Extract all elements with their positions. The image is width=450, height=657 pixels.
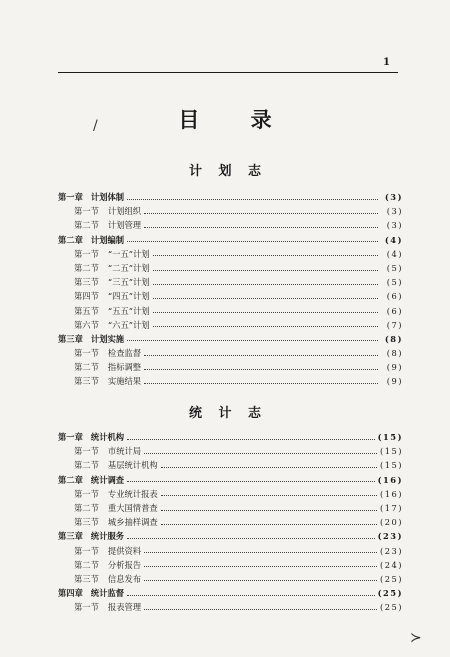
toc-section-entry xyxy=(58,318,403,332)
toc-entry-number: 第二章 xyxy=(58,234,83,245)
toc-entry-number: 第一章 xyxy=(58,432,83,442)
toc-section-entry xyxy=(58,487,403,501)
dot-leader xyxy=(144,580,377,581)
toc-entry-number: 第一章 xyxy=(58,192,83,202)
toc-entry-page: (15) xyxy=(377,432,403,442)
toc-entry-title: 报表管理 xyxy=(107,602,142,613)
toc-section-entry xyxy=(58,501,403,515)
toc-section-entry xyxy=(58,275,403,289)
toc-section-entry xyxy=(58,261,403,275)
toc-section-entry xyxy=(58,346,403,360)
toc-entry-number: 第二节 xyxy=(74,220,99,231)
dot-leader xyxy=(153,284,378,285)
toc-entry-title: 计划组织 xyxy=(107,206,142,217)
toc-entry-page: (9) xyxy=(386,376,403,387)
toc-list-plan xyxy=(58,190,403,389)
dot-leader xyxy=(144,227,378,228)
toc-entry-title: 信息发布 xyxy=(107,573,142,584)
toc-entry-title: 专业统计报表 xyxy=(107,488,158,499)
toc-entry-page: (3) xyxy=(386,206,403,217)
header-rule xyxy=(58,72,398,73)
toc-section-entry xyxy=(58,204,403,218)
toc-entry-page: (20) xyxy=(379,517,403,528)
toc-section-entry xyxy=(58,572,403,586)
toc-chapter-entry xyxy=(58,430,403,444)
toc-entry-page: (15) xyxy=(379,446,403,457)
dot-leader xyxy=(161,524,377,525)
toc-section-entry xyxy=(58,458,403,472)
toc-entry-number: 第一节 xyxy=(74,602,99,613)
toc-section-entry xyxy=(58,374,403,388)
toc-entry-page: (25) xyxy=(379,602,403,613)
dot-leader xyxy=(127,340,378,341)
toc-entry-page: (25) xyxy=(379,573,403,584)
toc-entry-number: 第三节 xyxy=(74,376,99,387)
toc-entry-page: (8) xyxy=(384,333,403,344)
toc-chapter-entry xyxy=(58,233,403,247)
toc-entry-number: 第一节 xyxy=(74,206,99,217)
page-number: 1 xyxy=(383,57,390,68)
toc-entry-page: (16) xyxy=(377,474,403,485)
section-title-statistics: 统 计 志 xyxy=(188,406,268,421)
toc-entry-title: 统计调查 xyxy=(90,474,125,485)
dot-leader xyxy=(127,595,374,596)
toc-entry-title: 计划编制 xyxy=(90,234,125,245)
toc-entry-title: 市统计局 xyxy=(107,446,142,457)
toc-entry-number: 第一节 xyxy=(74,248,99,259)
toc-entry-page: (15) xyxy=(379,460,403,471)
toc-entry-title: 提供资料 xyxy=(107,545,142,556)
toc-entry-title: 计划体制 xyxy=(90,192,125,202)
toc-entry-title: 城乡抽样调查 xyxy=(107,517,158,528)
toc-entry-number: 第一节 xyxy=(74,348,99,359)
dot-leader xyxy=(144,566,377,567)
toc-entry-page: (23) xyxy=(379,545,403,556)
toc-entry-title: 计划实施 xyxy=(90,333,125,344)
toc-entry-title: 计划管理 xyxy=(107,220,142,231)
toc-entry-number: 第五节 xyxy=(74,305,99,316)
toc-section-entry xyxy=(58,558,403,572)
dot-leader xyxy=(127,241,378,242)
toc-entry-number: 第二章 xyxy=(58,474,83,485)
toc-entry-title: 统计监督 xyxy=(90,588,125,599)
toc-chapter-entry xyxy=(58,529,403,543)
page-title: 目 录 xyxy=(178,107,294,132)
toc-section-entry xyxy=(58,360,403,374)
toc-entry-number: 第三节 xyxy=(74,573,99,584)
toc-section-entry xyxy=(58,247,403,261)
dot-leader xyxy=(153,255,378,256)
dot-leader xyxy=(144,453,377,454)
toc-entry-number: 第四节 xyxy=(74,291,99,302)
toc-section-entry xyxy=(58,304,403,318)
toc-entry-number: 第二节 xyxy=(74,362,99,373)
toc-entry-page: (7) xyxy=(386,319,403,330)
dot-leader xyxy=(153,312,378,313)
toc-section-entry xyxy=(58,444,403,458)
toc-entry-title: 基层统计机构 xyxy=(107,460,158,471)
toc-entry-page: (6) xyxy=(386,305,403,316)
toc-section-entry xyxy=(58,544,403,558)
toc-entry-page: (6) xyxy=(386,291,403,302)
toc-entry-page: (8) xyxy=(386,348,403,359)
toc-entry-title: 实施结果 xyxy=(107,376,142,387)
toc-list-statistics xyxy=(58,430,403,614)
toc-entry-title: “五五”计划 xyxy=(107,305,150,316)
dot-leader xyxy=(127,199,378,200)
section-title-plan: 计 划 志 xyxy=(188,164,268,179)
toc-entry-number: 第三节 xyxy=(74,517,99,528)
dot-leader xyxy=(127,538,374,539)
toc-section-entry xyxy=(58,218,403,232)
toc-entry-title: “六五”计划 xyxy=(107,319,150,330)
toc-entry-number: 第三章 xyxy=(58,531,83,542)
toc-entry-number: 第六节 xyxy=(74,319,99,330)
dot-leader xyxy=(144,369,378,370)
toc-entry-number: 第二节 xyxy=(74,502,99,513)
scan-mark: / xyxy=(93,118,98,134)
toc-entry-page: (4) xyxy=(386,248,403,259)
dot-leader xyxy=(161,510,377,511)
toc-entry-number: 第三节 xyxy=(74,277,99,288)
toc-chapter-entry xyxy=(58,586,403,600)
toc-entry-title: 统计机构 xyxy=(90,432,125,442)
toc-entry-title: “二五”计划 xyxy=(107,262,150,273)
dot-leader xyxy=(144,383,378,384)
toc-entry-title: 分析报告 xyxy=(107,559,142,570)
toc-entry-title: 统计服务 xyxy=(90,531,125,542)
dot-leader xyxy=(144,552,377,553)
toc-entry-page: (23) xyxy=(377,531,403,542)
toc-entry-page: (5) xyxy=(386,277,403,288)
toc-entry-title: 重大国情普查 xyxy=(107,502,158,513)
toc-entry-number: 第二节 xyxy=(74,262,99,273)
toc-entry-page: (25) xyxy=(377,588,403,599)
toc-entry-title: “三五”计划 xyxy=(107,277,150,288)
dot-leader xyxy=(144,609,377,610)
dot-leader xyxy=(153,270,378,271)
toc-entry-number: 第一节 xyxy=(74,545,99,556)
toc-entry-number: 第三章 xyxy=(58,333,83,344)
toc-entry-page: (3) xyxy=(386,220,403,231)
toc-entry-number: 第二节 xyxy=(74,559,99,570)
toc-entry-number: 第一节 xyxy=(74,446,99,457)
toc-chapter-entry xyxy=(58,473,403,487)
toc-entry-title: “四五”计划 xyxy=(107,291,150,302)
toc-entry-page: (16) xyxy=(379,488,403,499)
toc-entry-page: (9) xyxy=(386,362,403,373)
toc-entry-page: (17) xyxy=(379,502,403,513)
toc-entry-title: 指标调整 xyxy=(107,362,142,373)
toc-entry-title: 检查监督 xyxy=(107,348,142,359)
toc-entry-page: (24) xyxy=(379,559,403,570)
toc-entry-page: (3) xyxy=(384,192,403,202)
dot-leader xyxy=(144,355,378,356)
toc-chapter-entry xyxy=(58,190,403,204)
scan-mark: ≻ xyxy=(410,630,422,646)
toc-entry-page: (4) xyxy=(384,234,403,245)
toc-entry-number: 第一节 xyxy=(74,488,99,499)
dot-leader xyxy=(153,298,378,299)
toc-entry-number: 第二节 xyxy=(74,460,99,471)
toc-chapter-entry xyxy=(58,332,403,346)
toc-section-entry xyxy=(58,600,403,614)
dot-leader xyxy=(153,326,378,327)
toc-entry-title: “一五”计划 xyxy=(107,248,150,259)
toc-entry-number: 第四章 xyxy=(58,588,83,599)
dot-leader xyxy=(127,439,374,440)
dot-leader xyxy=(161,467,377,468)
toc-section-entry xyxy=(58,515,403,529)
toc-entry-page: (5) xyxy=(386,262,403,273)
toc-section-entry xyxy=(58,289,403,303)
dot-leader xyxy=(127,481,374,482)
dot-leader xyxy=(144,213,378,214)
dot-leader xyxy=(161,495,377,496)
